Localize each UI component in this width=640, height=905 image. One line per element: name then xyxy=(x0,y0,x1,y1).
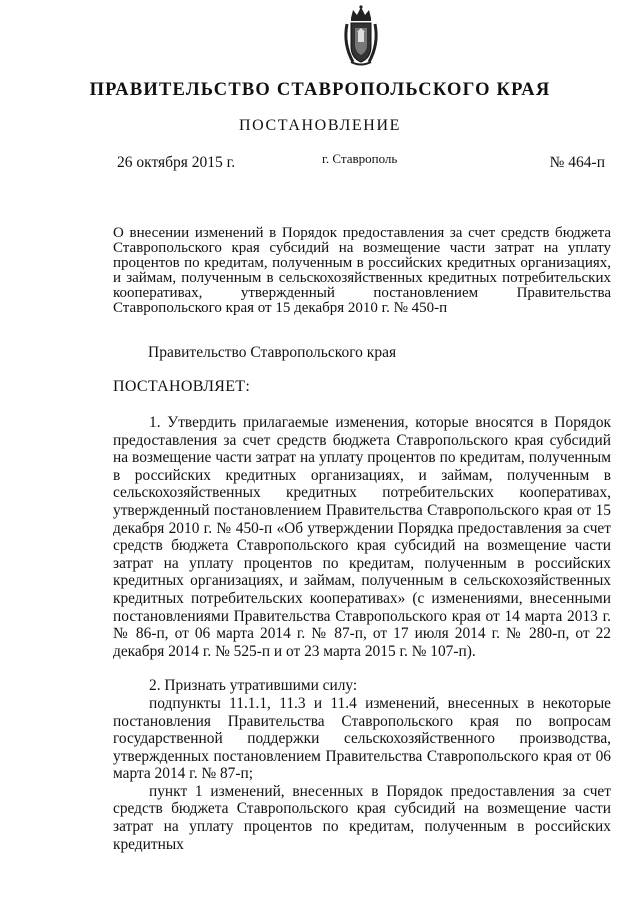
document-type: ПОСТАНОВЛЕНИЕ xyxy=(239,117,401,134)
document-city: г. Ставрополь xyxy=(322,151,398,166)
coat-of-arms-icon xyxy=(341,4,381,68)
document-body xyxy=(113,414,611,853)
paragraph-2: 2. Признать утратившими силу: xyxy=(149,677,358,695)
preamble: Правительство Ставропольского края xyxy=(148,344,397,361)
paragraph-1: 1. Утвердить прилагаемые изменения, которые вносятся в Порядок предоставления за счет средств бюджета Ставропольского края субсидий на возмещение части затрат на уплату процентов по кредитам, полученным в российских кредитных организациях, и займам, полученным в сельскохозяйственных кредитных потребительских кооперативах, утвержденный постановлением Правительства Ставропольского края от 15 декабря 2010 г. № 450-п «Об утверждении Порядка предоставления за счет средств бюджета Ставропольского края субсидий на возмещение части затрат на уплату процентов по кредитам, полученным в российских кредитных организациях, и займам, полученным в сельскохозяйственных кредитных потребительских кооперативах» (с изменениями, внесенными постановлениями Правительства Ставропольского края от 14 марта 2013 г. № 86-п, от 06 марта 2014 г. № 87-п, от 17 июля 2014 г. № 280-п, от 22 декабря 2014 г. № 525-п и от 23 марта 2015 г. № 107-п). xyxy=(113,414,611,660)
organization-title: ПРАВИТЕЛЬСТВО СТАВРОПОЛЬСКОГО КРАЯ xyxy=(89,80,551,100)
document-subject: О внесении изменений в Порядок предоставления за счет средств бюджета Ставропольского края субсидий на возмещение части затрат на уплату процентов по кредитам, полученным в российских кредитных организациях, и займам, полученным в сельскохозяйственных кредитных потребительских кооперативах, утвержденный постановлением Правительства Ставропольского края от 15 декабря 2010 г. № 450-п xyxy=(113,225,611,316)
document-number: № 464-п xyxy=(549,154,605,171)
resolves-heading: ПОСТАНОВЛЯЕТ: xyxy=(113,378,251,395)
paragraph-2-item-2: пункт 1 изменений, внесенных в Порядок предоставления за счет средств бюджета Ставропольского края субсидий на возмещение части затрат на уплату процентов по кредитам, полученным в российских кредитных xyxy=(113,782,611,853)
document-date: 26 октября 2015 г. xyxy=(117,154,236,171)
paragraph-2-item-1: подпункты 11.1.1, 11.3 и 11.4 изменений, внесенных в некоторые постановления Правительства Ставропольского края по вопросам государственной поддержки сельскохозяйственного производства, утвержденных постановлением Правительства Ставропольского края от 06 марта 2014 г. № 87-п; xyxy=(113,694,611,783)
